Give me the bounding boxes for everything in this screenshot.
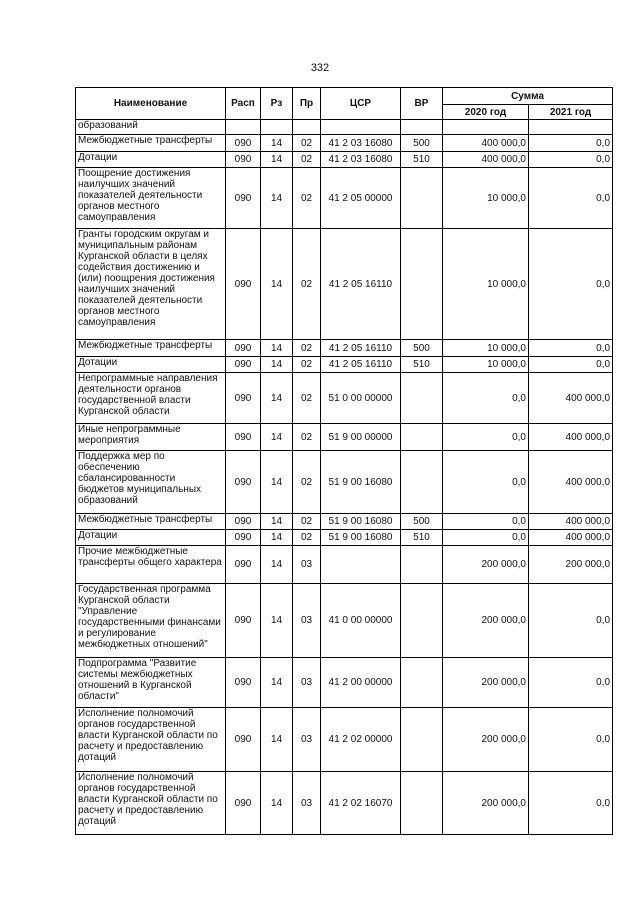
header-pr: Пр <box>293 88 321 120</box>
table-row <box>76 340 613 357</box>
header-vr: ВР <box>401 88 443 120</box>
cell-2020: 400 000,0 <box>443 135 529 152</box>
cell-csr: 41 0 00 00000 <box>321 584 401 658</box>
table-row <box>76 357 613 373</box>
cell-pr: 02 <box>293 514 321 530</box>
cell-name: Поощрение достижения наилучших значений показателей деятельности органов местного самоуправления <box>76 168 226 229</box>
cell-2020: 10 000,0 <box>443 229 529 340</box>
cell-rasp: 090 <box>226 514 261 530</box>
cell-name: Межбюджетные трансферты <box>76 340 226 357</box>
cell-pr: 03 <box>293 546 321 584</box>
table-row <box>76 708 613 772</box>
cell-2020: 200 000,0 <box>443 584 529 658</box>
cell-pr <box>293 120 321 135</box>
cell-rasp: 090 <box>226 168 261 229</box>
cell-name: Исполнение полномочий органов государственной власти Курганской области по расчету и предоставлению дотаций <box>76 772 226 835</box>
cell-2021: 0,0 <box>529 229 613 340</box>
cell-vr <box>401 424 443 451</box>
cell-pr: 03 <box>293 708 321 772</box>
cell-2020: 0,0 <box>443 530 529 546</box>
cell-vr: 500 <box>401 514 443 530</box>
cell-2020: 10 000,0 <box>443 168 529 229</box>
cell-2021 <box>529 120 613 135</box>
cell-pr: 02 <box>293 357 321 373</box>
cell-csr: 41 2 03 16080 <box>321 135 401 152</box>
cell-rasp: 090 <box>226 373 261 424</box>
cell-rz: 14 <box>261 530 293 546</box>
header-sum: Сумма <box>443 88 613 105</box>
cell-2020: 0,0 <box>443 514 529 530</box>
cell-vr: 510 <box>401 152 443 168</box>
cell-csr: 41 2 05 00000 <box>321 168 401 229</box>
table-row <box>76 658 613 708</box>
cell-pr: 03 <box>293 658 321 708</box>
cell-csr: 41 2 05 16110 <box>321 340 401 357</box>
cell-csr: 51 0 00 00000 <box>321 373 401 424</box>
cell-pr: 02 <box>293 135 321 152</box>
cell-2021: 0,0 <box>529 357 613 373</box>
cell-name: Гранты городским округам и муниципальным районам Курганской области в целях содействия достижению и (или) поощрения достижения наилучших значений показателей деятельности органов местного самоуправления <box>76 229 226 340</box>
cell-csr: 41 2 02 00000 <box>321 708 401 772</box>
cell-rasp: 090 <box>226 451 261 514</box>
cell-csr: 51 9 00 16080 <box>321 451 401 514</box>
cell-2021: 0,0 <box>529 708 613 772</box>
cell-rz: 14 <box>261 168 293 229</box>
cell-csr: 41 2 00 00000 <box>321 658 401 708</box>
cell-2021: 0,0 <box>529 658 613 708</box>
cell-rasp: 090 <box>226 357 261 373</box>
table-row <box>76 229 613 340</box>
cell-2021: 0,0 <box>529 772 613 835</box>
cell-pr: 03 <box>293 584 321 658</box>
cell-csr: 41 2 05 16110 <box>321 229 401 340</box>
cell-rasp: 090 <box>226 658 261 708</box>
cell-2021: 400 000,0 <box>529 451 613 514</box>
table-row <box>76 168 613 229</box>
cell-pr: 02 <box>293 424 321 451</box>
cell-2021: 400 000,0 <box>529 373 613 424</box>
cell-2020: 200 000,0 <box>443 772 529 835</box>
cell-vr <box>401 168 443 229</box>
table-row <box>76 530 613 546</box>
cell-rz: 14 <box>261 772 293 835</box>
cell-2020: 200 000,0 <box>443 708 529 772</box>
cell-name: Непрограммные направления деятельности органов государственной власти Курганской области <box>76 373 226 424</box>
table-row <box>76 546 613 584</box>
cell-rasp: 090 <box>226 584 261 658</box>
cell-rasp: 090 <box>226 135 261 152</box>
cell-rz: 14 <box>261 373 293 424</box>
cell-vr <box>401 546 443 584</box>
cell-vr <box>401 708 443 772</box>
cell-pr: 02 <box>293 451 321 514</box>
table-row <box>76 373 613 424</box>
header-rz: Рз <box>261 88 293 120</box>
cell-rasp: 090 <box>226 772 261 835</box>
header-rasp: Расп <box>226 88 261 120</box>
table-row <box>76 772 613 835</box>
cell-name: Поддержка мер по обеспечению сбалансированности бюджетов муниципальных образований <box>76 451 226 514</box>
cell-rasp: 090 <box>226 340 261 357</box>
cell-rasp: 090 <box>226 708 261 772</box>
cell-vr: 510 <box>401 530 443 546</box>
cell-name: Прочие межбюджетные трансферты общего характера <box>76 546 226 584</box>
cell-vr <box>401 584 443 658</box>
cell-rz: 14 <box>261 451 293 514</box>
cell-name: Подпрограмма "Развитие системы межбюджетных отношений в Курганской области" <box>76 658 226 708</box>
cell-rz: 14 <box>261 357 293 373</box>
cell-pr: 02 <box>293 530 321 546</box>
cell-rasp: 090 <box>226 546 261 584</box>
cell-rz: 14 <box>261 152 293 168</box>
cell-2021: 0,0 <box>529 340 613 357</box>
cell-pr: 02 <box>293 229 321 340</box>
cell-2020: 400 000,0 <box>443 152 529 168</box>
cell-name: Государственная программа Курганской области "Управление государственными финансами и регулирование межбюджетных отношений" <box>76 584 226 658</box>
cell-2021: 0,0 <box>529 135 613 152</box>
cell-2021: 0,0 <box>529 152 613 168</box>
cell-rasp: 090 <box>226 152 261 168</box>
cell-csr: 51 9 00 16080 <box>321 514 401 530</box>
cell-rz: 14 <box>261 514 293 530</box>
cell-rasp: 090 <box>226 424 261 451</box>
cell-vr <box>401 451 443 514</box>
header-name: Наименование <box>76 88 226 120</box>
cell-csr: 51 9 00 00000 <box>321 424 401 451</box>
cell-name: Межбюджетные трансферты <box>76 135 226 152</box>
header-2021: 2021 год <box>529 105 613 120</box>
cell-rz: 14 <box>261 229 293 340</box>
cell-2021: 0,0 <box>529 584 613 658</box>
cell-2020: 0,0 <box>443 424 529 451</box>
cell-name: образований <box>76 120 226 135</box>
cell-vr: 500 <box>401 135 443 152</box>
cell-name: Дотации <box>76 152 226 168</box>
cell-rasp <box>226 120 261 135</box>
cell-csr: 41 2 05 16110 <box>321 357 401 373</box>
cell-csr: 41 2 03 16080 <box>321 152 401 168</box>
cell-pr: 02 <box>293 340 321 357</box>
cell-2020: 200 000,0 <box>443 546 529 584</box>
cell-name: Иные непрограммные мероприятия <box>76 424 226 451</box>
cell-rz: 14 <box>261 658 293 708</box>
table-row <box>76 424 613 451</box>
table-row <box>76 451 613 514</box>
cell-rz: 14 <box>261 135 293 152</box>
cell-2021: 400 000,0 <box>529 424 613 451</box>
cell-vr <box>401 772 443 835</box>
cell-name: Дотации <box>76 530 226 546</box>
cell-vr: 510 <box>401 357 443 373</box>
cell-vr <box>401 229 443 340</box>
cell-rz: 14 <box>261 708 293 772</box>
table-row <box>76 135 613 152</box>
table-row <box>76 514 613 530</box>
cell-vr <box>401 120 443 135</box>
cell-rz: 14 <box>261 340 293 357</box>
cell-2021: 0,0 <box>529 168 613 229</box>
page-number: 332 <box>310 62 330 74</box>
budget-table <box>75 87 613 835</box>
cell-csr: 41 2 02 16070 <box>321 772 401 835</box>
cell-vr: 500 <box>401 340 443 357</box>
table-row <box>76 584 613 658</box>
cell-pr: 02 <box>293 152 321 168</box>
cell-csr: 51 9 00 16080 <box>321 530 401 546</box>
cell-rz <box>261 120 293 135</box>
cell-rz: 14 <box>261 424 293 451</box>
cell-2021: 200 000,0 <box>529 546 613 584</box>
cell-pr: 03 <box>293 772 321 835</box>
cell-vr <box>401 658 443 708</box>
table-row <box>76 152 613 168</box>
cell-2021: 400 000,0 <box>529 530 613 546</box>
cell-csr <box>321 546 401 584</box>
cell-name: Межбюджетные трансферты <box>76 514 226 530</box>
cell-name: Исполнение полномочий органов государственной власти Курганской области по расчету и предоставлению дотаций <box>76 708 226 772</box>
cell-2020: 0,0 <box>443 373 529 424</box>
cell-csr <box>321 120 401 135</box>
table-row <box>76 120 613 135</box>
cell-2020 <box>443 120 529 135</box>
cell-2020: 0,0 <box>443 451 529 514</box>
cell-pr: 02 <box>293 168 321 229</box>
header-csr: ЦСР <box>321 88 401 120</box>
cell-2020: 200 000,0 <box>443 658 529 708</box>
header-2020: 2020 год <box>443 105 529 120</box>
cell-rasp: 090 <box>226 229 261 340</box>
cell-rz: 14 <box>261 546 293 584</box>
cell-2021: 400 000,0 <box>529 514 613 530</box>
cell-rasp: 090 <box>226 530 261 546</box>
cell-rz: 14 <box>261 584 293 658</box>
cell-pr: 02 <box>293 373 321 424</box>
cell-2020: 10 000,0 <box>443 357 529 373</box>
cell-2020: 10 000,0 <box>443 340 529 357</box>
cell-name: Дотации <box>76 357 226 373</box>
cell-vr <box>401 373 443 424</box>
